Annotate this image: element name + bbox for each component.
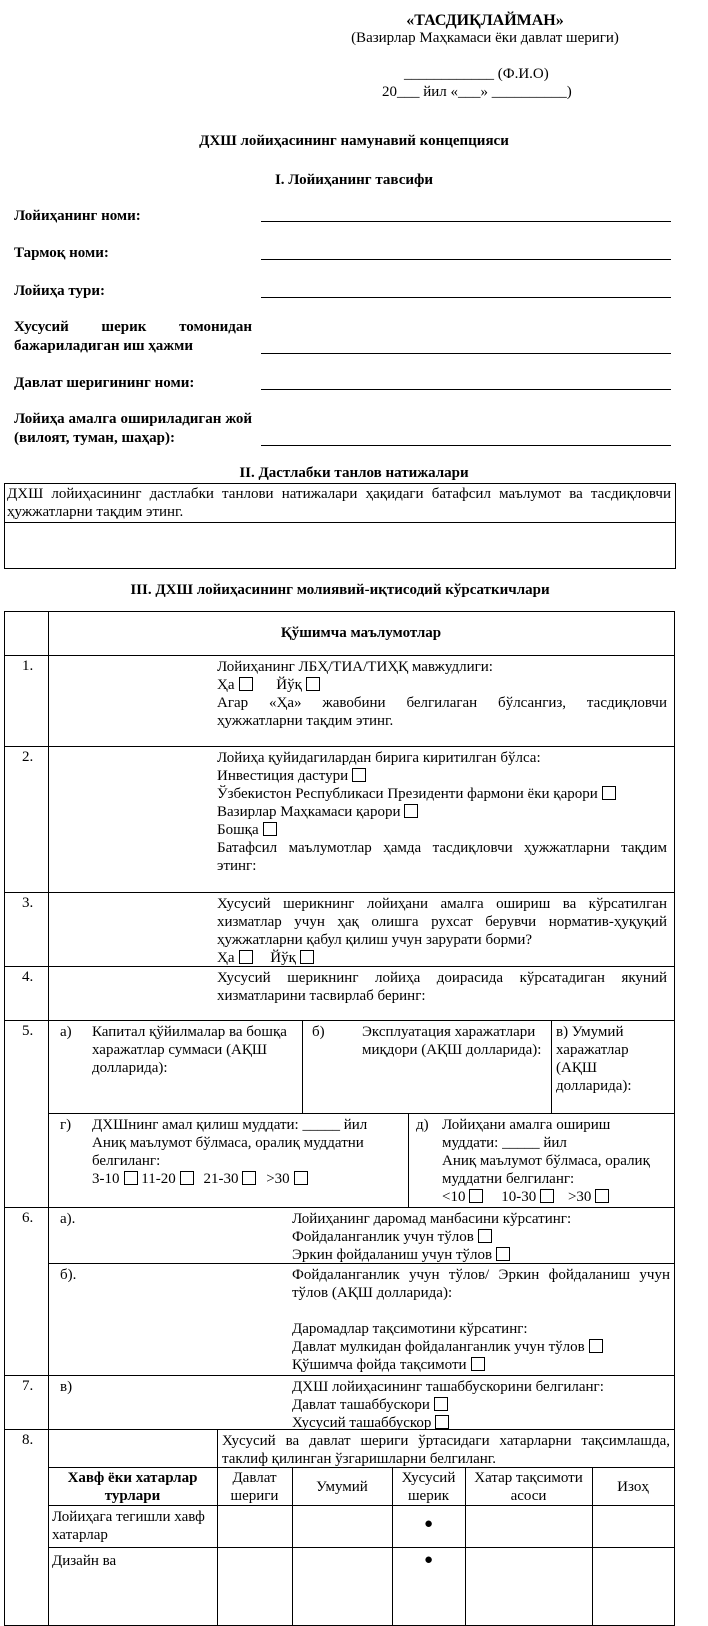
table-left-border — [4, 611, 5, 1626]
row1-no-label: Йўқ — [276, 677, 302, 693]
field-label-location: Лойиҳа амалга ошириладиган жой (вилоят, туман, шаҳар): — [14, 411, 252, 446]
doc-title: ДХШ лойиҳасининг намунавий концепцияси — [199, 133, 509, 149]
row2-content — [217, 749, 667, 875]
row6-b-question2: Даромадлар тақсимотини кўрсатинг: — [292, 1321, 528, 1337]
row6-b-question: Фойдаланганлик учун тўлов/ Эркин фойдаланиш учун тўлов (АҚШ долларида): — [292, 1267, 670, 1301]
row5-inner-vline — [551, 1020, 552, 1113]
row2-other-checkbox[interactable] — [263, 822, 277, 836]
row5-d-mark: д) — [416, 1117, 429, 1133]
row6-a-mark: а). — [60, 1211, 76, 1227]
field-line-location — [261, 445, 671, 446]
row5-a-mark: а) — [60, 1024, 72, 1040]
row2-president-decree-checkbox[interactable] — [602, 786, 616, 800]
row-number: 2. — [22, 749, 34, 765]
row2-opt-label: Вазирлар Маҳкамаси қарори — [217, 804, 401, 820]
risk-header-private: Хусусий шерик — [401, 1470, 456, 1504]
row2-opt-label: Инвестиция дастури — [217, 768, 349, 784]
section2-divider — [5, 522, 675, 523]
row5-g-opt-label: 21-30 — [203, 1171, 239, 1187]
row1-question: Лойиҳанинг ЛБҲ/ТИА/ТИҲҚ мавжудлиги: — [217, 659, 493, 675]
row3-no-label: Йўқ — [270, 950, 296, 966]
approval-fio-line: ____________ (Ф.И.О) — [404, 66, 549, 82]
row6-state-property-fee-checkbox[interactable] — [589, 1339, 603, 1353]
risk-header-state: Давлат шериги — [230, 1470, 279, 1504]
row5-g-opt-label: 3-10 — [92, 1171, 120, 1187]
row-number: 7. — [22, 1378, 34, 1394]
row5-d-opt-label: <10 — [442, 1189, 466, 1205]
row8-question: Хусусий ва давлат шериги ўртасидаги хатарларни тақсимлашда, таклиф қилинган ўзгаришларни белгиланг. — [222, 1433, 670, 1467]
row5-g-options — [92, 1170, 404, 1188]
row5-d-options — [442, 1188, 670, 1206]
row-number: 6. — [22, 1210, 34, 1226]
table-row-divider — [4, 892, 674, 893]
row6-usage-fee-checkbox[interactable] — [478, 1229, 492, 1243]
row7-opt-label: Хусусий ташаббускор — [292, 1415, 432, 1431]
table-row-divider — [4, 655, 674, 656]
row5-b-mark: б) — [312, 1024, 325, 1040]
row1-yes-label: Ҳа — [217, 677, 235, 693]
row6-b-opt-label: Давлат мулкидан фойдаланганлик учун тўлов — [292, 1339, 585, 1355]
field-label-state-partner: Давлат шеригининг номи: — [14, 375, 195, 391]
field-line-state-partner — [261, 389, 671, 390]
table-header: Қўшимча маълумотлар — [280, 625, 442, 641]
row5-b-text: Эксплуатация харажатлари миқдори (АҚШ долларида): — [362, 1024, 542, 1058]
field-line-project-type — [261, 297, 671, 298]
field-label-project-type: Лойиҳа тури: — [14, 283, 105, 299]
table-row-divider — [4, 746, 674, 747]
row5-g-opt-label: 11-20 — [141, 1171, 176, 1187]
table-right-border — [674, 611, 675, 1626]
risk-row-label: Лойиҳага тегишли хавф хатарлар — [52, 1509, 205, 1543]
row5-a-text: Капитал қўйилмалар ва бошқа харажатлар суммаси (АҚШ долларида): — [92, 1024, 287, 1076]
row3-no-checkbox[interactable] — [300, 950, 314, 964]
risk-row-mark: ● — [423, 1552, 434, 1568]
row5-d-line1: Лойиҳани амалга ошириш муддати: _____ йил — [442, 1117, 611, 1151]
table-row-divider — [4, 1207, 674, 1208]
row5-g-21-30-checkbox[interactable] — [242, 1171, 256, 1185]
field-line-project-name — [261, 221, 671, 222]
row7-opt-label: Давлат ташаббускори — [292, 1397, 430, 1413]
row5-inner-vline — [408, 1113, 409, 1207]
field-line-industry — [261, 259, 671, 260]
row5-g-line2: Аниқ маълумот бўлмаса, оралиқ муддатни белгиланг: — [92, 1135, 364, 1169]
row5-g-11-20-checkbox[interactable] — [180, 1171, 194, 1185]
row3-question: Хусусий шерикнинг лойиҳани амалга ошириш ва кўрсатилган хизматлар учун ҳақ олишга рухсат берувчи норматив-ҳуқуқий ҳужжатларни қабул қилиш учун зарурати борми? — [217, 896, 667, 948]
row-number: 1. — [22, 658, 34, 674]
risk-table-vline — [217, 1429, 218, 1467]
row5-d-30plus-checkbox[interactable] — [595, 1189, 609, 1203]
approval-subtitle: (Вазирлар Маҳкамаси ёки давлат шериги) — [351, 30, 619, 46]
row-number: 4. — [22, 969, 34, 985]
row6-extra-profit-checkbox[interactable] — [471, 1357, 485, 1371]
row1-options — [217, 676, 667, 694]
section2-title: II. Дастлабки танлов натижалари — [239, 465, 469, 481]
row-number: 3. — [22, 895, 34, 911]
field-label-industry: Тармоқ номи: — [14, 245, 109, 261]
table-num-col-border — [48, 611, 49, 1626]
section3-title: III. ДХШ лойиҳасининг молиявий-иқтисодий кўрсаткичлари — [130, 582, 550, 598]
row3-yes-checkbox[interactable] — [239, 950, 253, 964]
row5-d-10-30-checkbox[interactable] — [540, 1189, 554, 1203]
table-row-divider — [4, 1020, 674, 1021]
field-label-project-name: Лойиҳанинг номи: — [14, 208, 141, 224]
row6-a-opt-label: Эркин фойдаланиш учун тўлов — [292, 1247, 493, 1263]
field-label-work-volume: Хусусий шерик томонидан бажариладиган иш ҳажми — [14, 319, 252, 354]
row7-mark: в) — [60, 1379, 73, 1395]
row2-opt-label: Ўзбекистон Республикаси Президенти фармони ёки қарори — [217, 786, 598, 802]
section2-text: ДХШ лойиҳасининг дастлабки танлови натижалари ҳақидаги батафсил маълумот ва тасдиқловчи ҳужжатларни тақдим этинг. — [7, 486, 671, 520]
row5-g-30plus-checkbox[interactable] — [294, 1171, 308, 1185]
risk-header-basis: Хатар тақсимоти асоси — [474, 1470, 583, 1504]
table-row-divider — [4, 1375, 674, 1376]
table-top-border — [4, 611, 674, 612]
row5-d-opt-label: >30 — [567, 1189, 592, 1205]
row6-a-opt-label: Фойдаланганлик учун тўлов — [292, 1229, 474, 1245]
row2-opt-label: Бошқа — [217, 822, 259, 838]
row5-d-content — [442, 1116, 670, 1206]
row5-g-opt-label: >30 — [266, 1171, 290, 1187]
row2-investment-program-checkbox[interactable] — [352, 768, 366, 782]
row2-instruction: Батафсил маълумотлар ҳамда тасдиқловчи ҳужжатларни тақдим этинг: — [217, 840, 667, 874]
row5-d-opt-label: 10-30 — [501, 1189, 537, 1205]
row3-content — [217, 895, 667, 967]
row5-v-text: в) Умумий харажатлар (АҚШ долларида): — [556, 1024, 632, 1094]
row6-b-mark: б). — [60, 1267, 77, 1283]
row1-content — [217, 658, 667, 730]
row5-inner-vline — [302, 1020, 303, 1113]
row6-a-content — [292, 1210, 670, 1264]
row2-cabinet-resolution-checkbox[interactable] — [404, 804, 418, 818]
row1-instruction: Агар «Ҳа» жавобини белгилаган бўлсангиз, тасдиқловчи ҳужжатларни тақдим этинг. — [217, 695, 667, 729]
risk-header-common: Умумий — [316, 1479, 368, 1495]
row4-question: Хусусий шерикнинг лойиҳа доирасида кўрсатадиган якуний хизматларини тасвирлаб беринг: — [217, 970, 667, 1004]
row-number: 5. — [22, 1023, 34, 1039]
section1-title: I. Лойиҳанинг тавсифи — [274, 172, 434, 188]
risk-row-mark: ● — [423, 1516, 434, 1532]
row5-d-lt10-checkbox[interactable] — [469, 1189, 483, 1203]
row1-yes-checkbox[interactable] — [239, 677, 253, 691]
row7-state-initiator-checkbox[interactable] — [434, 1397, 448, 1411]
row6-a-question: Лойиҳанинг даромад манбасини кўрсатинг: — [292, 1211, 572, 1227]
row5-g-line1: ДХШнинг амал қилиш муддати: _____ йил — [92, 1117, 368, 1133]
row6-b-content — [292, 1266, 670, 1374]
row7-content — [292, 1378, 670, 1432]
row5-d-line2: Аниқ маълумот бўлмаса, оралиқ муддатни белгиланг: — [442, 1153, 650, 1187]
row6-free-use-fee-checkbox[interactable] — [496, 1247, 510, 1261]
row7-private-initiator-checkbox[interactable] — [435, 1415, 449, 1429]
section2-box — [4, 483, 676, 569]
row3-yes-label: Ҳа — [217, 950, 235, 966]
risk-header-note: Изоҳ — [617, 1479, 649, 1495]
row5-g-content — [92, 1116, 404, 1188]
field-line-work-volume — [261, 353, 671, 354]
row5-inner-divider — [48, 1113, 674, 1114]
approval-title: «ТАСДИҚЛАЙМАН» — [406, 12, 564, 29]
row5-g-3-10-checkbox[interactable] — [124, 1171, 138, 1185]
risk-table-row-divider — [48, 1547, 674, 1548]
risk-table-header-bottom — [48, 1505, 674, 1506]
risk-row-label: Дизайн ва — [52, 1553, 117, 1569]
row6-b-opt-label: Қўшимча фойда тақсимоти — [292, 1357, 467, 1373]
row2-question: Лойиҳа қуйидагилардан бирига киритилган бўлса: — [217, 750, 541, 766]
row1-no-checkbox[interactable] — [306, 677, 320, 691]
row-number: 8. — [22, 1432, 34, 1448]
risk-table-header-top — [48, 1467, 674, 1468]
row5-g-mark: г) — [60, 1117, 72, 1133]
risk-header-type: Хавф ёки хатарлар турлари — [67, 1470, 198, 1504]
approval-date-line: 20___ йил «___» __________) — [382, 84, 572, 100]
row7-question: ДХШ лойиҳасининг ташаббускорини белгиланг: — [292, 1379, 604, 1395]
